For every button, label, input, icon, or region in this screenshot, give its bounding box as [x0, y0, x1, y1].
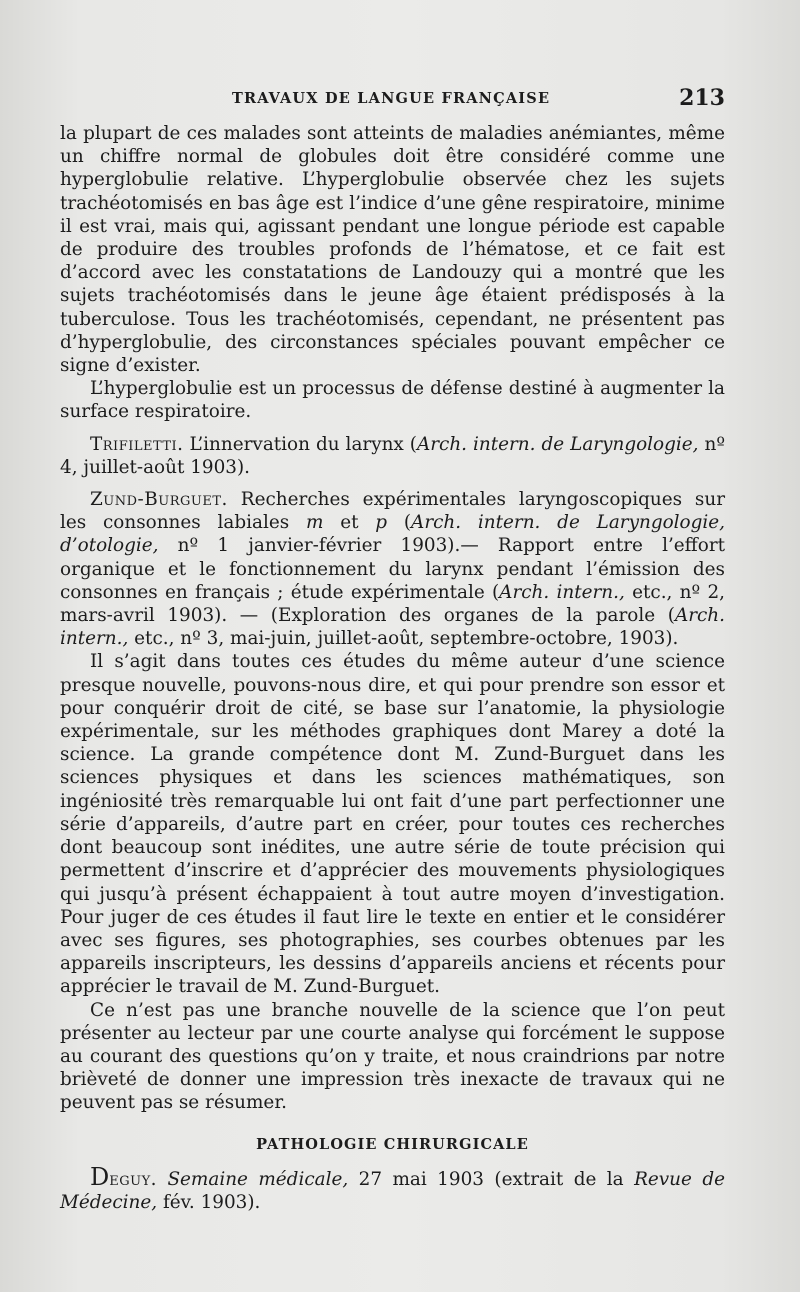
entry-text: 27 mai 1903 (extrait de la: [348, 1168, 635, 1190]
author-name: Zund-Burguet.: [90, 489, 228, 511]
entry-text: et: [323, 512, 376, 534]
entry-text: (: [387, 512, 412, 534]
author-name: eguy.: [109, 1168, 158, 1190]
page-number: 213: [679, 85, 725, 111]
entry-text: nº 1 janvier-février 1903).— Rapport entre l’effort organique et le fonctionnement du larynx pendant l’émission des consonnes en français ; étude expérimentale (: [60, 535, 725, 603]
entry-text: etc., nº 2, mars-avril 1903). — (Exploration des organes de la parole (: [60, 581, 725, 627]
journal-title: Arch. intern. de Laryngologie,: [416, 433, 699, 455]
journal-title: Semaine médicale,: [157, 1168, 349, 1190]
emphasis: m: [305, 512, 324, 534]
emphasis: p: [375, 512, 388, 534]
paragraph-hyperglobulie: L’hyperglobulie est un processus de défense destiné à augmenter la surface respiratoire.: [60, 378, 725, 423]
entry-trifiletti: [60, 433, 725, 479]
paragraph-conclusion: Ce n’est pas une branche nouvelle de la science que l’on peut présenter au lecteur par une courte analyse qui forcément le suppose au courant des questions qu’on y traite, et nous craindrions par notre brièveté de donner une impression très inexacte de travaux qui ne peuvent pas se résumer.: [60, 999, 725, 1114]
journal-title: Revue de Médecine,: [60, 1168, 725, 1213]
entry-text: L’innervation du larynx (: [183, 433, 417, 455]
journal-title: Arch. intern. de Laryngologie, d’otologie,: [60, 512, 725, 557]
entry-text: etc., nº 3, mai-juin, juillet-août, septembre-octobre, 1903).: [128, 628, 679, 650]
entry-text: Recherches expérimentales laryngoscopiques sur les consonnes labiales: [60, 489, 725, 534]
section-heading: PATHOLOGIE CHIRURGICALE: [256, 1135, 529, 1153]
running-head: [60, 85, 725, 112]
paragraph-analysis: Il s’agit dans toutes ces études du même auteur d’une science presque nouvelle, pouvons-nous dire, et qui pour prendre son essor et pour conquérir droit de cité, se base sur l’anatomie, la physiologie expérimentale, sur les méthodes graphiques dont Marey a doté la science. La grande compétence dont M. Zund-Burguet dans les sciences physiques et dans les sciences mathématiques, son ingéniosité très remarquable lui ont fait d’une part perfectionner une série d’appareils, d’autre part en créer, pour toutes ces recherches dont beaucoup sont inédites, une autre série de toute précision qui permettent d’inscrire et d’apprécier des mouvements physiologiques qui jusqu’à présent échappaient à tout autre moyen d’investigation. Pour juger de ces études il faut lire le texte en entier et le considérer avec ses figures, ses photographies, ses courbes obtenues par les appareils inscripteurs, les dessins d’appareils anciens et récents pour apprécier le travail de M. Zund-Burguet.: [60, 651, 725, 998]
paragraph-continued: la plupart de ces malades sont atteints de maladies anémiantes, même un chiffre normal de globules doit être considéré comme une hyperglobulie relative. L’hyperglobulie observée chez les sujets trachéotomisés en bas âge est l’indice d’une gêne respiratoire, minime il est vrai, mais qui, agissant pendant une longue période est capable de produire des troubles profonds de l’hématose, et ce fait est d’accord avec les constatations de Landouzy qui a montré que les sujets trachéotomisés dans le jeune âge étaient prédisposés à la tuberculose. Tous les trachéotomisés, cependant, ne présentent pas d’hyperglobulie, des circonstances spéciales pouvant empêcher ce signe d’exister.: [60, 123, 725, 377]
entry-text: nº 4, juillet-août 1903).: [60, 433, 725, 478]
entry-deguy: [60, 1162, 725, 1214]
running-title: TRAVAUX DE LANGUE FRANÇAISE: [232, 90, 551, 107]
drop-cap: D: [90, 1162, 110, 1191]
author-name: Trifiletti.: [90, 433, 184, 455]
body-text: [60, 122, 725, 1214]
journal-title: Arch. intern.,: [499, 581, 625, 603]
entry-text: fév. 1903).: [157, 1191, 261, 1213]
entry-zund-burguet: [60, 488, 725, 650]
journal-title: Arch. intern.,: [60, 605, 725, 650]
